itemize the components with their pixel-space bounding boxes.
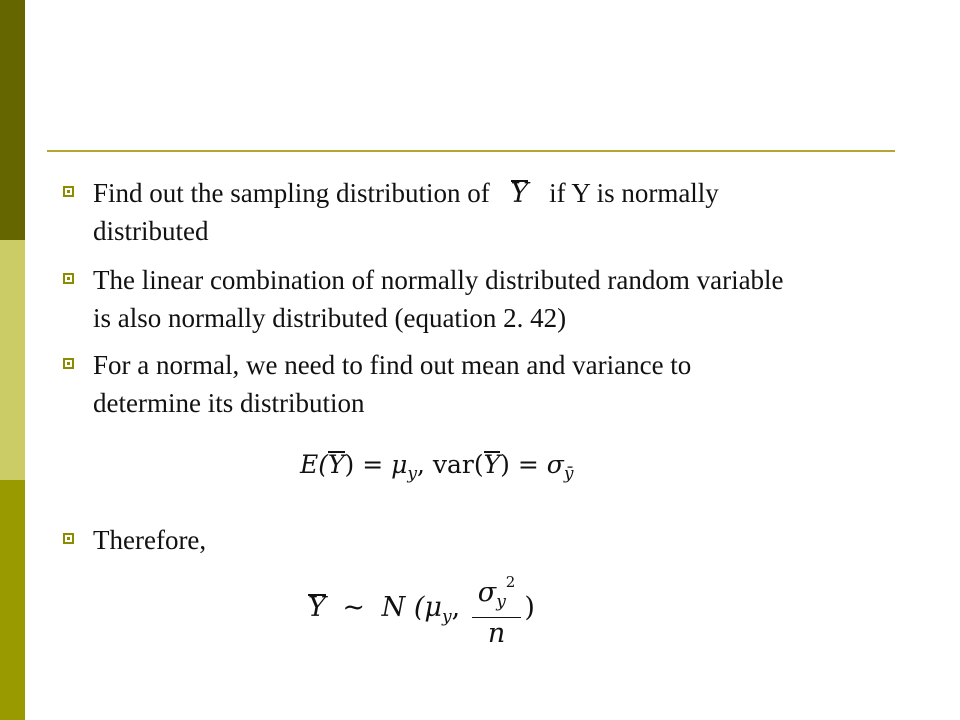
bullet-text-line: is also normally distributed (equation 2. 42) (93, 303, 567, 333)
bullet-text-line: The linear combination of normally distributed random variable (93, 265, 784, 295)
eq-subscript: y (496, 592, 506, 612)
eq-subscript: ȳ (563, 464, 574, 484)
bullet-text-line: distributed (93, 216, 209, 246)
bullet-text-line: determine its distribution (93, 388, 365, 418)
eq-subscript: y (441, 607, 452, 627)
y-bar-symbol: Y (328, 450, 345, 479)
square-bullet-icon (63, 273, 74, 284)
mean-variance-equation (300, 450, 573, 484)
y-bar-symbol: Y (308, 592, 326, 623)
eq-text: N ( (381, 592, 425, 623)
sigma-symbol: σ (477, 577, 497, 608)
eq-text: , (451, 592, 461, 623)
tilde-symbol: ~ (342, 592, 366, 623)
sidebar-band-mid (0, 480, 25, 720)
eq-subscript: y (407, 464, 417, 484)
square-bullet-icon (63, 533, 74, 544)
square-bullet-icon (63, 186, 74, 197)
square-bullet-icon (63, 358, 74, 369)
eq-text: E( (300, 450, 329, 479)
sidebar-decoration (0, 0, 25, 720)
sidebar-band-light (0, 240, 25, 480)
bullet-text-part: if Y is normally (542, 178, 719, 208)
eq-text: ) = (500, 450, 547, 479)
title-divider (47, 150, 895, 152)
mu-symbol: μ (391, 450, 408, 479)
fraction (472, 567, 522, 650)
y-bar-symbol: Y (510, 178, 529, 209)
bullet-text-line (93, 175, 893, 211)
fraction-denominator: n (487, 618, 506, 649)
bullet-text-part: Find out the sampling distribution of (93, 178, 497, 208)
eq-text: ) (524, 592, 535, 623)
eq-text: ) = (344, 450, 392, 479)
bullet-text-line: Therefore, (93, 525, 207, 555)
bullet-text-line: For a normal, we need to find out mean and variance to (93, 350, 692, 380)
mu-symbol: μ (424, 592, 442, 623)
sigma-symbol: σ (546, 450, 564, 479)
fraction-numerator (472, 567, 522, 618)
sidebar-band-dark (0, 0, 25, 240)
eq-superscript: 2 (505, 573, 516, 591)
sampling-distribution-equation (308, 567, 535, 650)
y-bar-symbol: Y (483, 450, 501, 479)
eq-text: , var( (417, 450, 484, 479)
